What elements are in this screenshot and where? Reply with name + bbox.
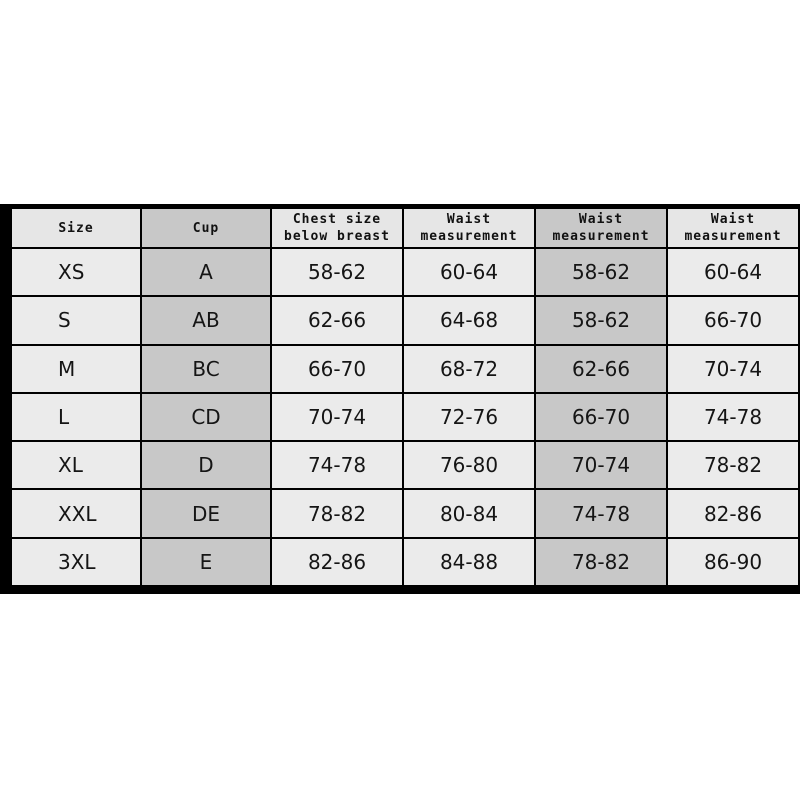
cup-cell: A	[142, 249, 270, 295]
table-row	[12, 346, 798, 392]
column-header-chest-size	[272, 209, 402, 247]
waist-cell: 70-74	[668, 346, 798, 392]
waist-cell: 82-86	[668, 490, 798, 536]
size-cell: L	[12, 394, 140, 440]
column-header-cup	[142, 209, 270, 247]
chest-size-cell: 78-82	[272, 490, 402, 536]
waist-cell: 70-74	[536, 442, 666, 488]
size-cell: XXL	[12, 490, 140, 536]
waist-cell: 74-78	[536, 490, 666, 536]
table-row	[12, 297, 798, 343]
column-header-waist-2	[536, 209, 666, 247]
size-cell: 3XL	[12, 539, 140, 585]
waist-cell: 68-72	[404, 346, 534, 392]
table-header-row	[12, 209, 798, 247]
size-cell: XS	[12, 249, 140, 295]
waist-cell: 58-62	[536, 297, 666, 343]
cup-cell: DE	[142, 490, 270, 536]
table-row	[12, 539, 798, 585]
header-line: Waist	[578, 212, 624, 227]
column-header-waist-1	[404, 209, 534, 247]
waist-cell: 66-70	[536, 394, 666, 440]
chest-size-cell: 58-62	[272, 249, 402, 295]
header-line: Chest size	[292, 212, 382, 227]
table-row	[12, 490, 798, 536]
waist-cell: 80-84	[404, 490, 534, 536]
waist-cell: 78-82	[536, 539, 666, 585]
waist-cell: 66-70	[668, 297, 798, 343]
header-line: Waist	[710, 212, 756, 227]
waist-cell: 84-88	[404, 539, 534, 585]
column-header-waist-3	[668, 209, 798, 247]
cup-cell: CD	[142, 394, 270, 440]
cup-cell: E	[142, 539, 270, 585]
table-body	[12, 249, 798, 585]
table-row	[12, 249, 798, 295]
size-cell: S	[12, 297, 140, 343]
waist-cell: 78-82	[668, 442, 798, 488]
header-line: Size	[58, 220, 94, 236]
chest-size-cell: 62-66	[272, 297, 402, 343]
chest-size-cell: 66-70	[272, 346, 402, 392]
chest-size-cell: 82-86	[272, 539, 402, 585]
waist-cell: 62-66	[536, 346, 666, 392]
table-row	[12, 442, 798, 488]
waist-cell: 60-64	[668, 249, 798, 295]
waist-cell: 60-64	[404, 249, 534, 295]
header-line: Cup	[192, 220, 220, 236]
chest-size-cell: 74-78	[272, 442, 402, 488]
size-cell: M	[12, 346, 140, 392]
header-line: measurement	[420, 229, 518, 244]
column-header-size	[12, 209, 140, 247]
cup-cell: BC	[142, 346, 270, 392]
header-line: below breast	[284, 229, 390, 244]
table-row	[12, 394, 798, 440]
waist-cell: 86-90	[668, 539, 798, 585]
waist-cell: 76-80	[404, 442, 534, 488]
waist-cell: 64-68	[404, 297, 534, 343]
waist-cell: 58-62	[536, 249, 666, 295]
size-cell: XL	[12, 442, 140, 488]
size-chart-table	[10, 207, 800, 587]
waist-cell: 74-78	[668, 394, 798, 440]
cup-cell: D	[142, 442, 270, 488]
header-line: measurement	[552, 229, 650, 244]
chest-size-cell: 70-74	[272, 394, 402, 440]
waist-cell: 72-76	[404, 394, 534, 440]
cup-cell: AB	[142, 297, 270, 343]
header-line: Waist	[446, 212, 492, 227]
header-line: measurement	[684, 229, 782, 244]
